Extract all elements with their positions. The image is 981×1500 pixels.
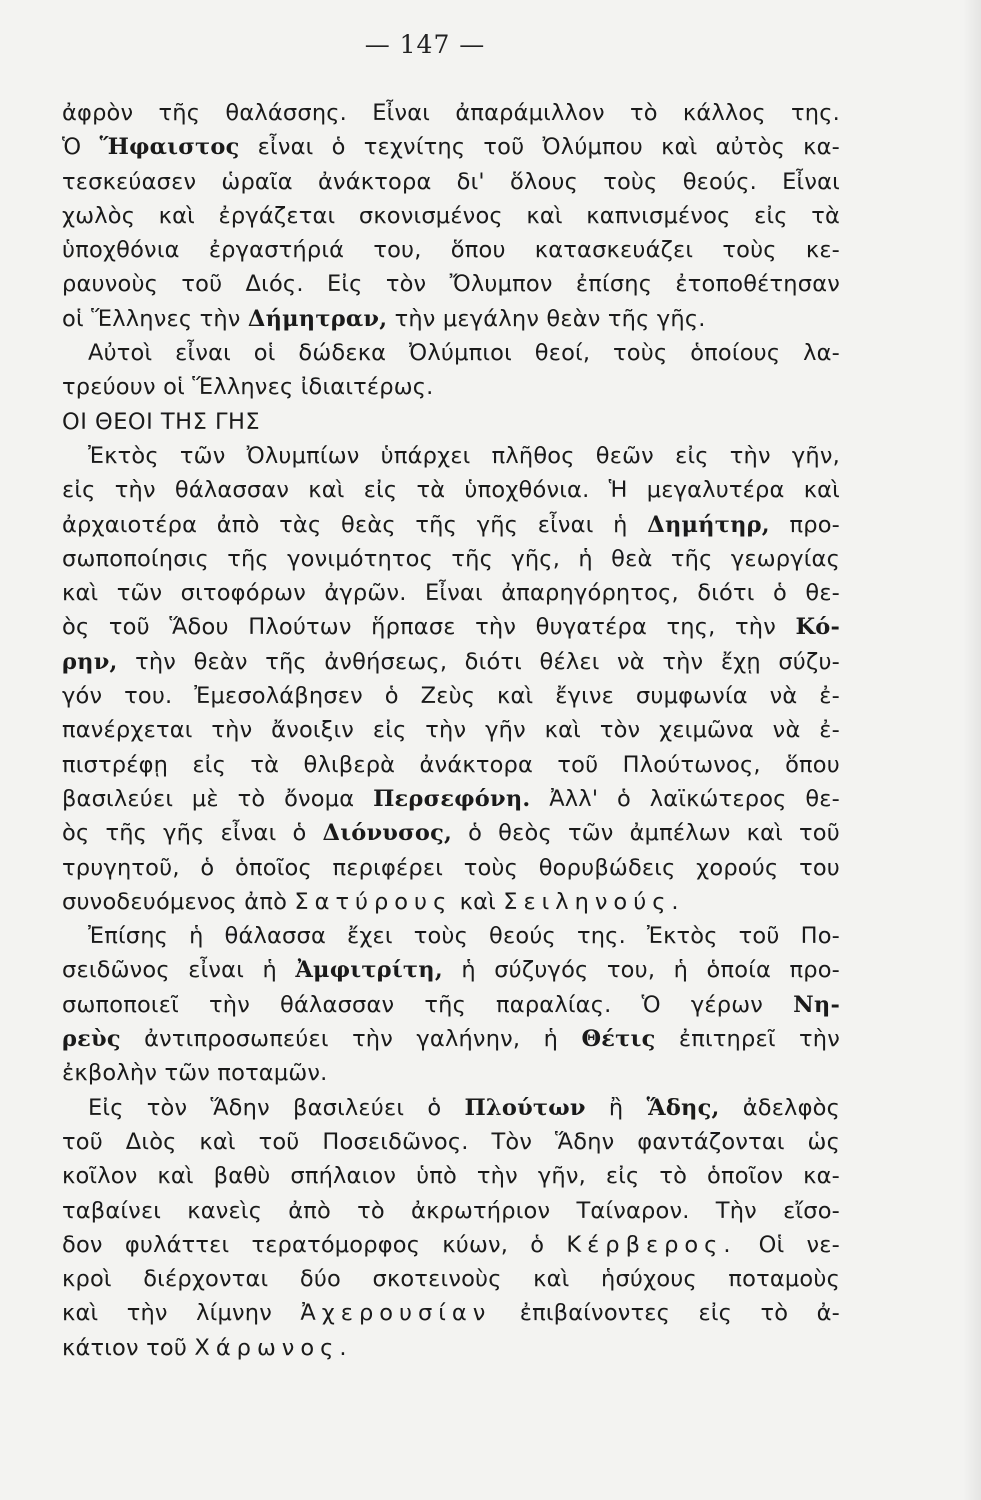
emphasized-name: Ἀμφιτρίτη, <box>295 957 443 984</box>
text-segment: ἀντιπροσωπεύει τὴν γαλήνην, ἡ <box>120 1026 582 1053</box>
text-line <box>62 1262 840 1296</box>
text-line <box>62 645 840 679</box>
text-line <box>62 919 840 953</box>
text-segment: Ἐκτὸς τῶν Ὀλυμπίων ὑπάρχει πλῆθος θεῶν εἰς τὴν γῆν, <box>88 442 840 469</box>
text-segment: τρεύουν οἱ Ἕλληνες ἰδιαιτέρως. <box>62 374 434 401</box>
text-line <box>62 953 840 987</box>
text-line <box>62 610 840 644</box>
emphasized-name: Ἅδης, <box>646 1094 720 1121</box>
text-segment: τοῦ Διὸς καὶ τοῦ Ποσειδῶνος. Τὸν Ἅδην φαντάζονται ὡς <box>62 1128 840 1155</box>
text-segment: ὸς τῆς γῆς εἶναι ὁ <box>62 820 323 847</box>
text-line <box>62 336 840 370</box>
spaced-name: Σατύρους <box>294 888 453 915</box>
text-segment: ὁ θεὸς τῶν ἀμπέλων καὶ τοῦ <box>452 820 840 847</box>
emphasized-name: Διόνυσος, <box>322 820 453 847</box>
text-line <box>62 988 840 1022</box>
text-segment: εἶναι ὁ τεχνίτης τοῦ Ὀλύμπου καὶ αὐτὸς κα- <box>239 134 840 161</box>
text-line <box>62 851 840 885</box>
text-line <box>62 267 840 301</box>
spaced-name: Κέρβερος. <box>566 1231 737 1258</box>
emphasized-name: ρην, <box>62 648 118 675</box>
text-line <box>62 1331 840 1365</box>
emphasized-name: Πλούτων <box>464 1094 586 1121</box>
spaced-name: Χάρωνος. <box>194 1334 353 1361</box>
text-segment: ἐπιβαίνοντες εἰς τὸ ἀ- <box>491 1300 840 1327</box>
text-segment: Εἰς τὸν Ἅδην βασιλεύει ὁ <box>88 1094 465 1121</box>
section-heading <box>62 405 840 439</box>
text-segment: σωποποιεῖ τὴν θάλασσαν τῆς παραλίας. Ὁ γέρων <box>62 991 794 1018</box>
text-line <box>62 885 840 919</box>
text-segment: Ὁ <box>62 134 100 161</box>
text-line <box>62 1022 840 1056</box>
text-line <box>62 1296 840 1330</box>
text-segment: ἢ <box>585 1094 647 1121</box>
text-segment: καὶ τῶν σιτοφόρων ἀγρῶν. Εἶναι ἀπαρηγόρητος, διότι ὁ θε- <box>62 580 840 607</box>
page-number: — 147 — <box>364 30 486 59</box>
text-segment: ἀρχαιοτέρα ἀπὸ τὰς θεὰς τῆς γῆς εἶναι ἡ <box>62 511 648 538</box>
text-segment: ἐκβολὴν τῶν ποταμῶν. <box>62 1060 328 1087</box>
emphasized-name: Θέτις <box>581 1026 656 1053</box>
text-segment: δον φυλάττει τερατόμορφος κύων, ὁ <box>62 1231 567 1258</box>
text-segment: εἰς τὴν θάλασσαν καὶ εἰς τὰ ὑποχθόνια. Ἡ μεγαλυτέρα καὶ <box>62 477 840 504</box>
text-segment: προ- <box>769 511 840 538</box>
text-segment: τὴν θεὰν τῆς ἀνθήσεως, διότι θέλει νὰ τὴν ἔχῃ σύζυ- <box>117 648 840 675</box>
text-segment: ταβαίνει κανεὶς ἀπὸ τὸ ἀκρωτήριον Ταίναρον. Τὴν εἴσο- <box>62 1197 840 1224</box>
body-text <box>62 96 840 1365</box>
emphasized-name: ρεὺς <box>62 1026 121 1053</box>
text-line <box>62 233 840 267</box>
text-line <box>62 542 840 576</box>
emphasized-name: Δήμητραν, <box>247 305 388 332</box>
text-segment: χωλὸς καὶ ἐργάζεται σκονισμένος καὶ καπνισμένος εἰς τὰ <box>62 202 840 229</box>
text-segment: σωποποίησις τῆς γονιμότητος τῆς γῆς, ἡ θεὰ τῆς γεωργίας <box>62 545 840 572</box>
text-line <box>62 439 840 473</box>
text-segment: τρυγητοῦ, ὁ ὁποῖος περιφέρει τοὺς θορυβώδεις χορούς του <box>62 854 840 881</box>
emphasized-name: Κό- <box>795 614 840 641</box>
text-line <box>62 130 840 164</box>
text-segment: ἀφρὸν τῆς θαλάσσης. Εἶναι ἀπαράμιλλον τὸ κάλλος της. <box>62 100 840 126</box>
text-line <box>62 96 840 130</box>
text-line <box>62 199 840 233</box>
text-segment: γόν του. Ἐμεσολάβησεν ὁ Ζεὺς καὶ ἔγινε συμφωνία νὰ ἐ- <box>62 683 840 710</box>
text-segment: καὶ <box>452 888 504 915</box>
text-segment: Ἀλλ' ὁ λαϊκώτερος θε- <box>530 785 840 812</box>
text-segment: βασιλεύει μὲ τὸ ὄνομα <box>62 785 374 812</box>
text-segment: πιστρέφῃ εἰς τὰ θλιβερὰ ἀνάκτορα τοῦ Πλούτωνος, ὅπου <box>62 751 840 778</box>
text-line <box>62 370 840 404</box>
text-segment: κάτιον τοῦ <box>62 1334 195 1361</box>
text-segment: ὑποχθόνια ἐργαστήριά του, ὅπου κατασκευάζει τοὺς κε- <box>62 237 840 264</box>
text-line <box>62 1159 840 1193</box>
page-edge-shadow <box>963 0 981 1500</box>
text-line <box>62 576 840 610</box>
text-line <box>62 816 840 850</box>
text-line <box>62 713 840 747</box>
text-segment: ΟΙ ΘΕΟΙ ΤΗΣ ΓΗΣ <box>62 408 261 435</box>
text-line <box>62 508 840 542</box>
spaced-name: Ἀχερουσίαν <box>300 1300 492 1327</box>
text-segment: ἡ σύζυγός του, ἡ ὁποία προ- <box>442 957 841 984</box>
text-segment: Αὐτοὶ εἶναι οἱ δώδεκα Ὀλύμπιοι θεοί, τοὺς ὁποίους λα- <box>88 340 840 367</box>
text-line <box>62 748 840 782</box>
text-line <box>62 782 840 816</box>
text-segment: κροὶ διέρχονται δύο σκοτεινοὺς καὶ ἡσύχους ποταμοὺς <box>62 1266 840 1293</box>
text-line <box>62 1125 840 1159</box>
text-line <box>62 302 840 336</box>
emphasized-name: Νη- <box>793 991 840 1018</box>
text-segment: σειδῶνος εἶναι ἡ <box>62 957 296 984</box>
text-line <box>62 1194 840 1228</box>
text-segment: καὶ τὴν λίμνην <box>62 1300 301 1327</box>
text-segment: Οἱ νε- <box>736 1231 840 1258</box>
text-segment: κοῖλον καὶ βαθὺ σπήλαιον ὑπὸ τὴν γῆν, εἰς τὸ ὁποῖον κα- <box>62 1163 840 1190</box>
text-segment: τὴν μεγάλην θεὰν τῆς γῆς. <box>387 305 706 332</box>
text-line <box>62 473 840 507</box>
text-segment: ὸς τοῦ Ἅδου Πλούτων ἥρπασε τὴν θυγατέρα της, τὴν <box>62 614 796 641</box>
text-segment: ἐπιτηρεῖ τὴν <box>655 1026 841 1053</box>
text-line <box>62 165 840 199</box>
text-segment: οἱ Ἕλληνες τὴν <box>62 305 248 332</box>
text-segment: ἀδελφὸς <box>719 1094 840 1121</box>
text-line <box>62 1228 840 1262</box>
text-segment: ραυνοὺς τοῦ Διός. Εἰς τὸν Ὄλυμπον ἐπίσης ἐτοποθέτησαν <box>62 271 840 298</box>
emphasized-name: Περσεφόνη. <box>373 785 531 812</box>
text-segment: τεσκεύασεν ὡραῖα ἀνάκτορα δι' ὅλους τοὺς θεούς. Εἶναι <box>62 168 840 195</box>
text-segment: πανέρχεται τὴν ἄνοιξιν εἰς τὴν γῆν καὶ τὸν χειμῶνα νὰ ἐ- <box>62 717 840 744</box>
text-line <box>62 1091 840 1125</box>
emphasized-name: Ἥφαιστος <box>99 134 240 161</box>
text-line <box>62 1056 840 1090</box>
spaced-name: Σειληνούς. <box>503 888 685 915</box>
text-segment: συνοδευόμενος ἀπὸ <box>62 888 295 915</box>
text-segment: Ἐπίσης ἡ θάλασσα ἔχει τοὺς θεούς της. Ἐκτὸς τοῦ Πο- <box>88 923 840 950</box>
text-line <box>62 679 840 713</box>
emphasized-name: Δημήτηρ, <box>647 511 770 538</box>
